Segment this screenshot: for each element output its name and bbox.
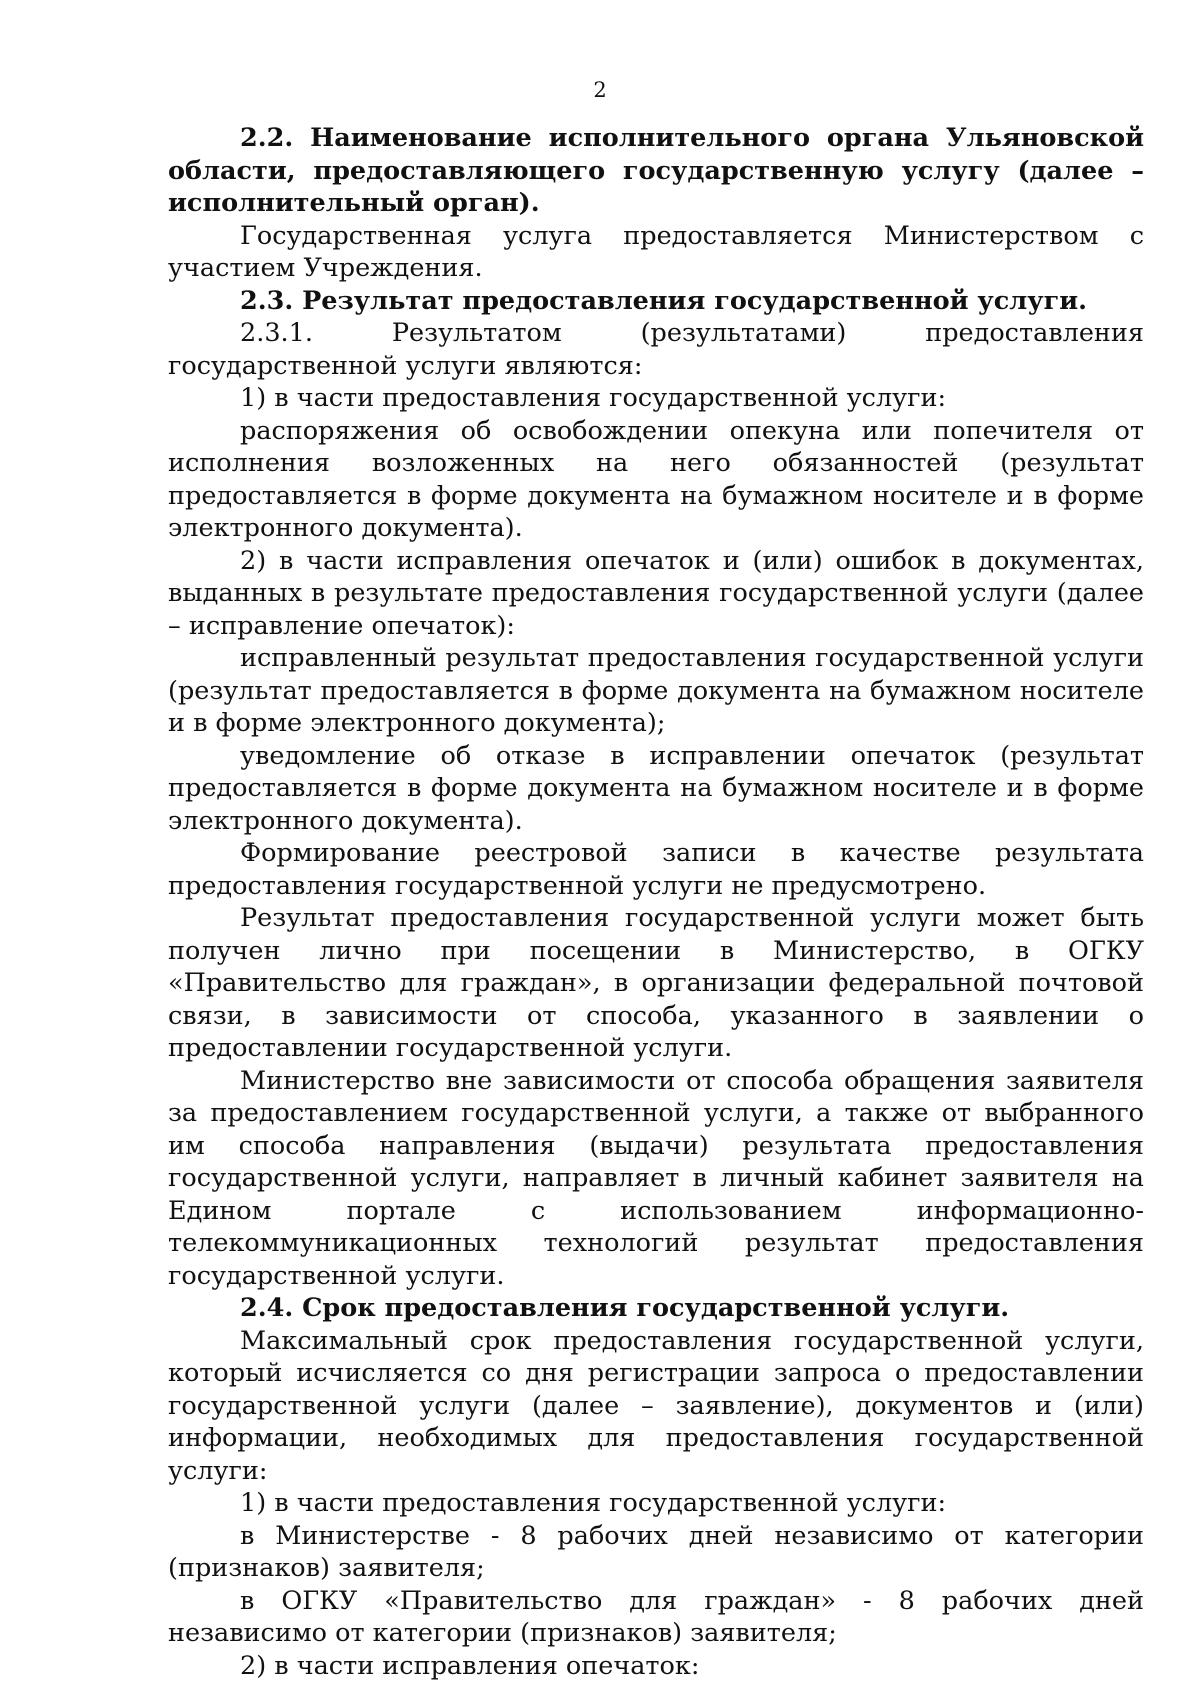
paragraph: Государственная услуга предоставляется Министерством с участием Учреждения. xyxy=(168,220,1144,283)
paragraph: уведомление об отказе в исправлении опечаток (результат предоставляется в форме документа на бумажном носителе и в форме электронного документа). xyxy=(168,740,1144,836)
section-heading: 2.4. Срок предоставления государственной услуги. xyxy=(240,1293,1010,1323)
paragraph: 1) в части предоставления государственной услуги: xyxy=(240,1488,947,1518)
document-body xyxy=(168,122,1144,1682)
paragraph: Формирование реестровой записи в качестве результата предоставления государственной услуги не предусмотрено. xyxy=(168,838,1144,901)
paragraph: Максимальный срок предоставления государственной услуги, который исчисляется со дня регистрации запроса о предоставлении государственной услуги (далее – заявление), документов и (или) информации, необходимых для предоставления государственной услуги: xyxy=(168,1325,1144,1486)
paragraph: в Министерстве - 8 рабочих дней независимо от категории (признаков) заявителя; xyxy=(168,1520,1144,1583)
paragraph: 2) в части исправления опечаток и (или) ошибок в документах, выданных в результате предоставления государственной услуги (далее – исправление опечаток): xyxy=(168,545,1144,641)
paragraph: Министерство вне зависимости от способа обращения заявителя за предоставлением государственной услуги, а также от выбранного им способа направления (выдачи) результата предоставления государственной услуги, направляет в личный кабинет заявителя на Едином портале с использованием информационно-телекоммуникационных технологий результат предоставления государственной услуги. xyxy=(168,1065,1144,1291)
section-heading: 2.3. Результат предоставления государственной услуги. xyxy=(240,285,1087,316)
paragraph: в ОГКУ «Правительство для граждан» - 8 рабочих дней независимо от категории (признаков) заявителя; xyxy=(168,1585,1144,1648)
paragraph: исправленный результат предоставления государственной услуги (результат предоставляется в форме документа на бумажном носителе и в форме электронного документа); xyxy=(168,643,1144,738)
paragraph: 2) в части исправления опечаток: xyxy=(240,1650,700,1681)
paragraph: 1) в части предоставления государственной услуги: xyxy=(240,383,947,413)
section-heading: 2.2. Наименование исполнительного органа Ульяновской области, предоставляющего государственную услугу (далее – исполнительный орган). xyxy=(168,123,1144,218)
paragraph: распоряжения об освобождении опекуна или попечителя от исполнения возложенных на него обязанностей (результат предоставляется в форме документа на бумажном носителе и в форме электронного документа). xyxy=(168,415,1144,543)
paragraph: Результат предоставления государственной услуги может быть получен лично при посещении в Министерство, в ОГКУ «Правительство для граждан», в организации федеральной почтовой связи, в зависимости от способа, указанного в заявлении о предоставлении государственной услуги. xyxy=(168,903,1144,1063)
paragraph: 2.3.1. Результатом (результатами) предоставления государственной услуги являются: xyxy=(168,318,1144,381)
page-number: 2 xyxy=(593,78,607,102)
